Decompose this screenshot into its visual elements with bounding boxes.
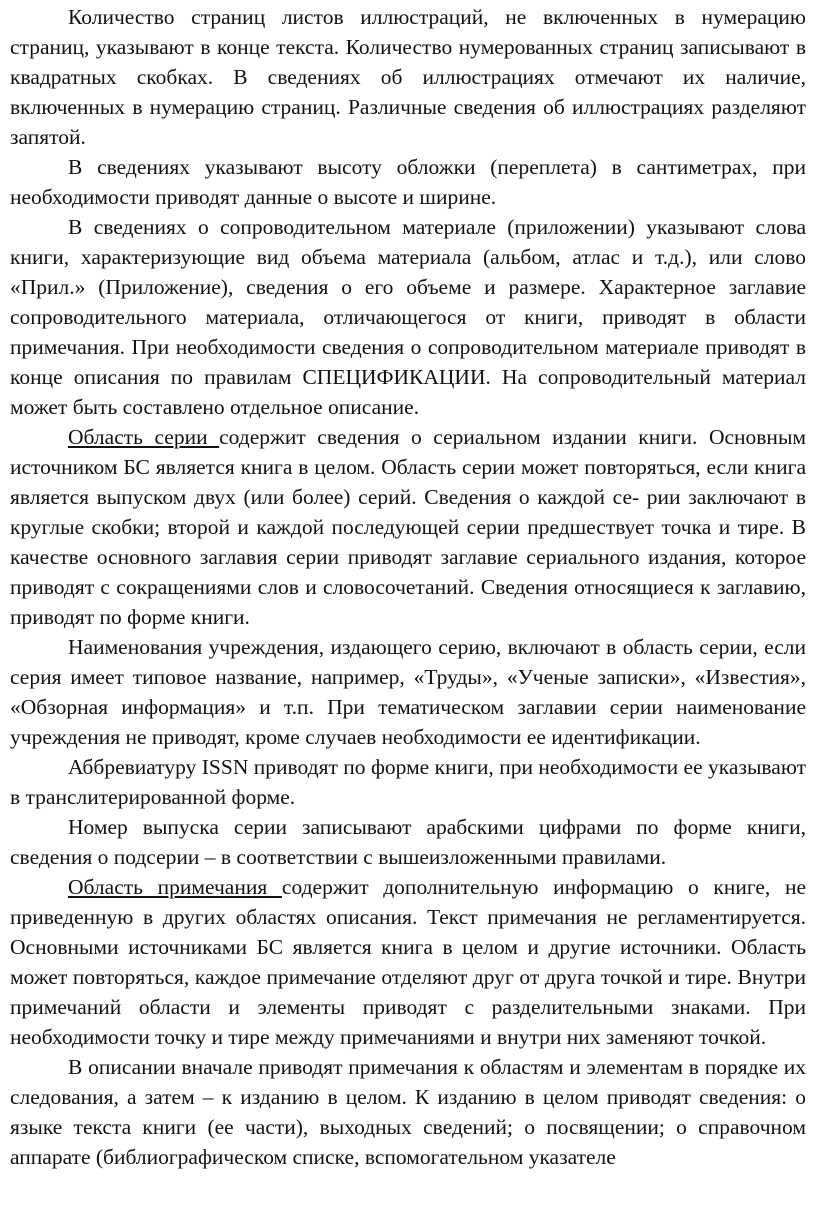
section-heading-series: Область серии <box>68 425 220 449</box>
paragraph-text: В сведениях о сопроводительном материале (приложении) указывают слова книги, характеризующие вид объема материала (альбом, атлас и т.д.), или слово «Прил.» (Приложение), сведения о его объеме и размере. Характерное заглавие сопроводительного материала, отличающегося от книги, приводят в области примечания. При необходимости сведения о сопроводительном материале приводят в конце описания по правилам СПЕЦИФИКАЦИИ. На сопроводительный материал может быть составлено отдельное описание. <box>10 215 806 419</box>
paragraph-issue-number <box>10 812 806 872</box>
paragraph-text: Наименования учреждения, издающего серию, включают в область серии, если серия имеет типовое название, например, «Труды», «Ученые записки», «Известия», «Обзорная информация» и т.п. При тематическом заглавии серии наименование учреждения не приводят, кроме случаев необходимости ее идентификации. <box>10 635 806 749</box>
paragraph-cover-height <box>10 152 806 212</box>
paragraph-text: Номер выпуска серии записывают арабскими цифрами по форме книги, сведения о подсерии – в соответствии с вышеизложенными правилами. <box>10 815 806 869</box>
paragraph-notes-order <box>10 1052 806 1172</box>
paragraph-supplementary-material <box>10 212 806 422</box>
paragraph-text: Аббревиатуру ISSN приводят по форме книги, при необходимости ее указывают в транслитерированной форме. <box>10 755 806 809</box>
paragraph-text: В сведениях указывают высоту обложки (переплета) в сантиметрах, при необходимости приводят данные о высоте и ширине. <box>10 155 806 209</box>
paragraph-issn <box>10 752 806 812</box>
paragraph-text: содержит дополнительную информацию о книге, не приведенную в других областях описания. Текст примечания не регламентируется. Основными источниками БС является книга в целом и другие источники. Область может повторяться, каждое примечание отделяют друг от друга точкой и тире. Внутри примечаний области и элементы приводят с разделительными знаками. При необходимости точку и тире между примечаниями и внутри них заменяют точкой. <box>10 875 807 1049</box>
document-page <box>10 2 806 1172</box>
paragraph-institution-name <box>10 632 806 752</box>
paragraph-text: Количество страниц листов иллюстраций, не включенных в нумерацию страниц, указывают в конце текста. Количество нумерованных страниц записывают в квадратных скобках. В сведениях об иллюстрациях отмечают их наличие, включенных в нумерацию страниц. Различные сведения об иллюстрациях разделяют запятой. <box>10 5 806 149</box>
paragraph-illustrations <box>10 2 806 152</box>
paragraph-series-area <box>10 422 806 632</box>
paragraph-notes-area <box>10 872 806 1052</box>
section-heading-notes: Область примечания <box>68 875 282 899</box>
paragraph-text: содержит сведения о сериальном издании книги. Основным источником БС является книга в целом. Область серии может повторяться, если книга является выпуском двух (или более) серий. Сведения о каждой се- рии заключают в круглые скобки; второй и каждой последующей серии предшествует точка и тире. В качестве основного заглавия серии приводят заглавие сериального издания, которое приводят с сокращениями слов и словосочетаний. Сведения относящиеся к заглавию, приводят по форме книги. <box>10 425 806 629</box>
paragraph-text: В описании вначале приводят примечания к областям и элементам в порядке их следования, а затем – к изданию в целом. К изданию в целом приводят сведения: о языке текста книги (ее части), выходных сведений; о посвящении; о справочном аппарате (библиографическом списке, вспомогательном указателе <box>10 1055 806 1169</box>
